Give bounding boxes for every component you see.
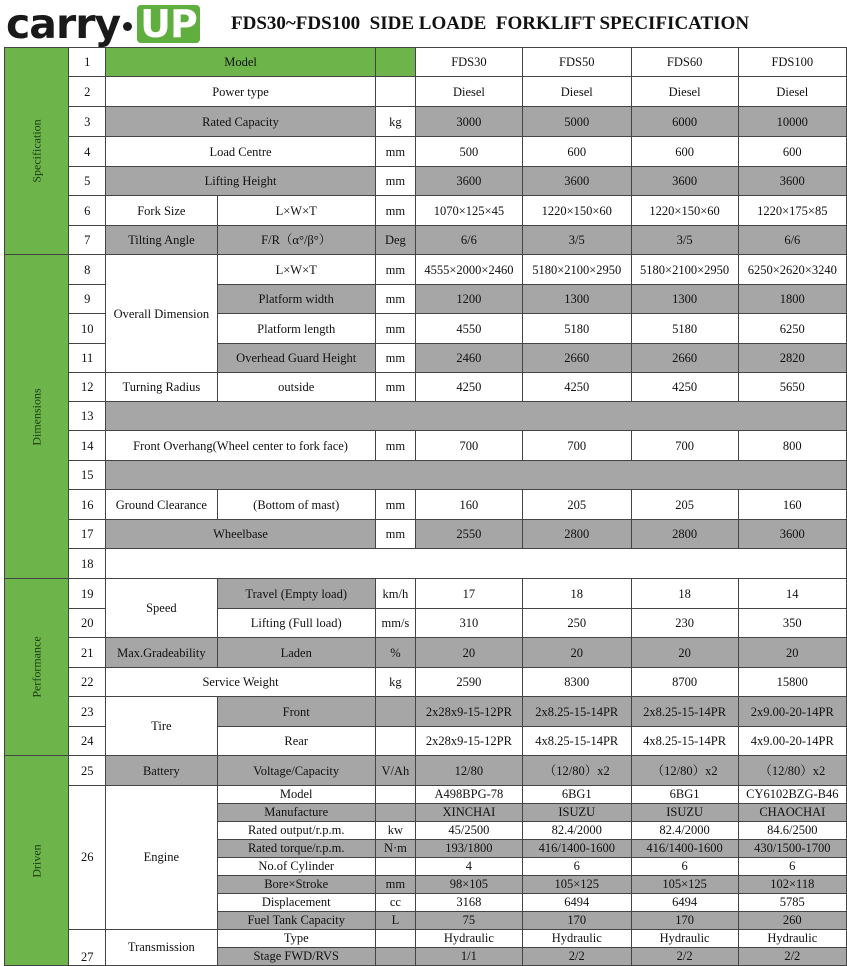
table-row xyxy=(5,196,847,226)
value-cell: 98×105 xyxy=(415,876,522,894)
table-row xyxy=(5,77,847,107)
row-label: Transmission xyxy=(106,930,217,966)
unit-cell: % xyxy=(375,638,415,668)
row-number: 13 xyxy=(69,402,106,431)
logo-up-badge: UP xyxy=(137,5,200,43)
value-cell: 416/1400-1600 xyxy=(522,840,631,858)
row-sublabel: Type xyxy=(217,930,375,948)
value-cell: 3000 xyxy=(415,107,522,137)
logo-dot-icon xyxy=(123,22,132,31)
value-cell: 10000 xyxy=(738,107,846,137)
section-driven: Driven xyxy=(5,756,69,966)
row-number: 1 xyxy=(69,48,106,77)
value-cell: CY6102BZG-B46 xyxy=(738,786,846,804)
value-cell: 6 xyxy=(631,858,738,876)
value-cell: 1070×125×45 xyxy=(415,196,522,226)
logo-text: carry xyxy=(6,0,121,48)
row-label: Ground Clearance xyxy=(106,490,217,520)
unit-cell xyxy=(375,804,415,822)
value-cell: XINCHAI xyxy=(415,804,522,822)
table-row xyxy=(5,137,847,167)
row-label: Rated Capacity xyxy=(106,107,376,137)
value-cell: 5785 xyxy=(738,894,846,912)
table-row xyxy=(5,786,847,804)
table-row xyxy=(5,756,847,786)
value-cell: 20 xyxy=(738,638,846,668)
table-row xyxy=(5,930,847,948)
value-cell: 1220×175×85 xyxy=(738,196,846,226)
value-cell: 45/2500 xyxy=(415,822,522,840)
table-row xyxy=(5,107,847,137)
value-cell: 1800 xyxy=(738,285,846,314)
unit-cell: kg xyxy=(375,107,415,137)
value-cell: 12/80 xyxy=(415,756,522,786)
value-cell: 4250 xyxy=(415,373,522,402)
unit-cell xyxy=(375,786,415,804)
value-cell: 1300 xyxy=(522,285,631,314)
unit-cell: kg xyxy=(375,668,415,697)
value-cell: 700 xyxy=(631,431,738,461)
value-cell: 193/1800 xyxy=(415,840,522,858)
value-cell: 2550 xyxy=(415,520,522,549)
value-cell: （12/80）x2 xyxy=(522,756,631,786)
row-label: Model xyxy=(106,48,376,77)
row-number: 16 xyxy=(69,490,106,520)
row-label: Load Centre xyxy=(106,137,376,167)
value-cell: A498BPG-78 xyxy=(415,786,522,804)
unit-cell: mm xyxy=(375,373,415,402)
unit-cell xyxy=(375,930,415,948)
value-cell: （12/80）x2 xyxy=(631,756,738,786)
row-number: 2 xyxy=(69,77,106,107)
value-cell: 800 xyxy=(738,431,846,461)
row-sublabel: Rated torque/r.p.m. xyxy=(217,840,375,858)
value-cell: 5650 xyxy=(738,373,846,402)
value-cell: 1220×150×60 xyxy=(522,196,631,226)
row-number: 17 xyxy=(69,520,106,549)
unit-cell: mm/s xyxy=(375,609,415,638)
unit-cell xyxy=(375,858,415,876)
value-cell: 4250 xyxy=(522,373,631,402)
value-cell: 250 xyxy=(522,609,631,638)
value-cell: 20 xyxy=(631,638,738,668)
value-cell: 82.4/2000 xyxy=(522,822,631,840)
row-label: Tilting Angle xyxy=(106,226,217,255)
page-title: FDS30~FDS100 SIDE LOADE FORKLIFT SPECIFICATION xyxy=(231,13,750,34)
value-cell: 8300 xyxy=(522,668,631,697)
header xyxy=(0,0,847,47)
value-cell: 3/5 xyxy=(631,226,738,255)
table-row xyxy=(5,579,847,609)
value-cell: 170 xyxy=(631,912,738,930)
spec-table xyxy=(4,47,847,966)
value-cell: 4x8.25-15-14PR xyxy=(631,727,738,756)
row-number: 27 xyxy=(69,930,106,966)
value-cell: 6494 xyxy=(631,894,738,912)
row-sublabel: Lifting (Full load) xyxy=(217,609,375,638)
row-number: 6 xyxy=(69,196,106,226)
value-cell: 2660 xyxy=(522,344,631,373)
row-label: Overall Dimension xyxy=(106,255,217,373)
value-cell: 1/1 xyxy=(415,948,522,966)
value-cell: 310 xyxy=(415,609,522,638)
value-cell: Hydraulic xyxy=(631,930,738,948)
section-specification: Specification xyxy=(5,48,69,255)
value-cell: 2x8.25-15-14PR xyxy=(522,697,631,727)
value-cell: 3/5 xyxy=(522,226,631,255)
value-cell: 6BG1 xyxy=(631,786,738,804)
value-cell: 1300 xyxy=(631,285,738,314)
row-sublabel: Overhead Guard Height xyxy=(217,344,375,373)
row-label: Lifting Height xyxy=(106,167,376,196)
value-cell: 3168 xyxy=(415,894,522,912)
value-cell: Diesel xyxy=(631,77,738,107)
value-cell: （12/80）x2 xyxy=(738,756,846,786)
section-dimensions: Dimensions xyxy=(5,255,69,579)
value-cell: 2x8.25-15-14PR xyxy=(631,697,738,727)
value-cell: 2/2 xyxy=(738,948,846,966)
value-cell: 5180×2100×2950 xyxy=(522,255,631,285)
unit-cell: km/h xyxy=(375,579,415,609)
row-label: Speed xyxy=(106,579,217,638)
row-number: 11 xyxy=(69,344,106,373)
value-cell: 6 xyxy=(522,858,631,876)
row-sublabel: Stage FWD/RVS xyxy=(217,948,375,966)
value-cell: 160 xyxy=(415,490,522,520)
value-cell: 4250 xyxy=(631,373,738,402)
value-cell: 18 xyxy=(522,579,631,609)
table-row xyxy=(5,48,847,77)
row-sublabel: L×W×T xyxy=(217,255,375,285)
value-cell: 6BG1 xyxy=(522,786,631,804)
value-cell: 600 xyxy=(738,137,846,167)
row-number: 5 xyxy=(69,167,106,196)
row-label: Battery xyxy=(106,756,217,786)
row-number: 12 xyxy=(69,373,106,402)
value-cell: 2800 xyxy=(631,520,738,549)
row-label: Power type xyxy=(106,77,376,107)
value-cell: 20 xyxy=(415,638,522,668)
table-row xyxy=(5,402,847,431)
table-row xyxy=(5,668,847,697)
value-cell: 8700 xyxy=(631,668,738,697)
value-cell: 20 xyxy=(522,638,631,668)
row-number: 14 xyxy=(69,431,106,461)
table-row xyxy=(5,226,847,255)
row-label: Engine xyxy=(106,786,217,930)
value-cell: 5180 xyxy=(631,314,738,344)
value-cell: 18 xyxy=(631,579,738,609)
value-cell: Hydraulic xyxy=(415,930,522,948)
row-number: 15 xyxy=(69,461,106,490)
value-cell: 205 xyxy=(631,490,738,520)
row-label: Wheelbase xyxy=(106,520,376,549)
value-cell: 1220×150×60 xyxy=(631,196,738,226)
row-number: 23 xyxy=(69,697,106,727)
value-cell: ISUZU xyxy=(522,804,631,822)
value-cell: 205 xyxy=(522,490,631,520)
unit-cell: mm xyxy=(375,255,415,285)
row-number: 21 xyxy=(69,638,106,668)
value-cell: 2460 xyxy=(415,344,522,373)
row-sublabel: Travel (Empty load) xyxy=(217,579,375,609)
unit-cell: mm xyxy=(375,167,415,196)
model-fds50: FDS50 xyxy=(522,48,631,77)
unit-cell xyxy=(375,77,415,107)
row-number: 10 xyxy=(69,314,106,344)
value-cell: 15800 xyxy=(738,668,846,697)
value-cell: Diesel xyxy=(522,77,631,107)
unit-cell xyxy=(375,697,415,727)
value-cell: 160 xyxy=(738,490,846,520)
unit-cell: kw xyxy=(375,822,415,840)
table-row xyxy=(5,373,847,402)
row-number: 4 xyxy=(69,137,106,167)
row-sublabel: Fuel Tank Capacity xyxy=(217,912,375,930)
value-cell: 600 xyxy=(522,137,631,167)
row-number: 9 xyxy=(69,285,106,314)
row-sublabel: F/R（α°/β°） xyxy=(217,226,375,255)
row-number: 24 xyxy=(69,727,106,756)
row-number: 18 xyxy=(69,549,106,579)
value-cell: 2x28x9-15-12PR xyxy=(415,697,522,727)
row-number: 20 xyxy=(69,609,106,638)
value-cell: 3600 xyxy=(415,167,522,196)
value-cell: 430/1500-1700 xyxy=(738,840,846,858)
value-cell: ISUZU xyxy=(631,804,738,822)
model-fds30: FDS30 xyxy=(415,48,522,77)
unit-cell: mm xyxy=(375,285,415,314)
table-row xyxy=(5,255,847,285)
row-sublabel: Voltage/Capacity xyxy=(217,756,375,786)
value-cell: 350 xyxy=(738,609,846,638)
value-cell: 4550 xyxy=(415,314,522,344)
value-cell: 3600 xyxy=(631,167,738,196)
row-label: Front Overhang(Wheel center to fork face) xyxy=(106,431,376,461)
value-cell: 4x8.25-15-14PR xyxy=(522,727,631,756)
value-cell: 6000 xyxy=(631,107,738,137)
row-number: 8 xyxy=(69,255,106,285)
value-cell: 2660 xyxy=(631,344,738,373)
row-label: Turning Radius xyxy=(106,373,217,402)
row-sublabel: Front xyxy=(217,697,375,727)
value-cell: 2x28x9-15-12PR xyxy=(415,727,522,756)
table-row xyxy=(5,520,847,549)
unit-cell: mm xyxy=(375,137,415,167)
value-cell: 2/2 xyxy=(522,948,631,966)
value-cell: 17 xyxy=(415,579,522,609)
row-number: 26 xyxy=(69,786,106,930)
row-sublabel: Platform length xyxy=(217,314,375,344)
table-row xyxy=(5,549,847,579)
unit-cell: mm xyxy=(375,431,415,461)
row-number: 3 xyxy=(69,107,106,137)
row-sublabel: Model xyxy=(217,786,375,804)
value-cell: Hydraulic xyxy=(522,930,631,948)
row-sublabel: Bore×Stroke xyxy=(217,876,375,894)
unit-cell: mm xyxy=(375,344,415,373)
table-row xyxy=(5,697,847,727)
value-cell: 416/1400-1600 xyxy=(631,840,738,858)
value-cell: 6250 xyxy=(738,314,846,344)
unit-cell: mm xyxy=(375,314,415,344)
row-number: 25 xyxy=(69,756,106,786)
row-label: Service Weight xyxy=(106,668,376,697)
unit-cell xyxy=(375,727,415,756)
value-cell: 84.6/2500 xyxy=(738,822,846,840)
row-label: Max.Gradeability xyxy=(106,638,217,668)
unit-cell: mm xyxy=(375,520,415,549)
row-sublabel: Rated output/r.p.m. xyxy=(217,822,375,840)
unit-cell: Deg xyxy=(375,226,415,255)
value-cell: 6/6 xyxy=(415,226,522,255)
row-number: 19 xyxy=(69,579,106,609)
table-row xyxy=(5,638,847,668)
value-cell: 3600 xyxy=(738,520,846,549)
value-cell: 102×118 xyxy=(738,876,846,894)
model-fds100: FDS100 xyxy=(738,48,846,77)
unit-cell: cc xyxy=(375,894,415,912)
value-cell: 5180×2100×2950 xyxy=(631,255,738,285)
row-sublabel: No.of Cylinder xyxy=(217,858,375,876)
unit-cell: mm xyxy=(375,490,415,520)
value-cell: 6 xyxy=(738,858,846,876)
unit-cell: V/Ah xyxy=(375,756,415,786)
value-cell: 4x9.00-20-14PR xyxy=(738,727,846,756)
row-sublabel: (Bottom of mast) xyxy=(217,490,375,520)
table-row xyxy=(5,167,847,196)
value-cell: 4 xyxy=(415,858,522,876)
value-cell: 2800 xyxy=(522,520,631,549)
row-sublabel: Rear xyxy=(217,727,375,756)
value-cell: 2/2 xyxy=(631,948,738,966)
value-cell: 2590 xyxy=(415,668,522,697)
row-number: 22 xyxy=(69,668,106,697)
row-sublabel: Platform width xyxy=(217,285,375,314)
empty-row xyxy=(106,549,847,579)
value-cell: 6494 xyxy=(522,894,631,912)
value-cell: 500 xyxy=(415,137,522,167)
value-cell: 6/6 xyxy=(738,226,846,255)
row-sublabel: Displacement xyxy=(217,894,375,912)
value-cell: 4555×2000×2460 xyxy=(415,255,522,285)
row-sublabel: L×W×T xyxy=(217,196,375,226)
unit-cell: L xyxy=(375,912,415,930)
row-sublabel: Manufacture xyxy=(217,804,375,822)
model-fds60: FDS60 xyxy=(631,48,738,77)
row-label: Fork Size xyxy=(106,196,217,226)
empty-row xyxy=(106,402,847,431)
table-row xyxy=(5,461,847,490)
row-sublabel: outside xyxy=(217,373,375,402)
table-row xyxy=(5,490,847,520)
value-cell: 105×125 xyxy=(522,876,631,894)
value-cell: 75 xyxy=(415,912,522,930)
value-cell: Diesel xyxy=(738,77,846,107)
value-cell: 82.4/2000 xyxy=(631,822,738,840)
unit-cell: mm xyxy=(375,196,415,226)
value-cell: 2820 xyxy=(738,344,846,373)
value-cell: 14 xyxy=(738,579,846,609)
value-cell: 700 xyxy=(415,431,522,461)
value-cell: 5180 xyxy=(522,314,631,344)
value-cell: Hydraulic xyxy=(738,930,846,948)
unit-cell: N·m xyxy=(375,840,415,858)
value-cell: 230 xyxy=(631,609,738,638)
empty-row xyxy=(106,461,847,490)
value-cell: 3600 xyxy=(522,167,631,196)
section-performance: Performance xyxy=(5,579,69,756)
value-cell: 1200 xyxy=(415,285,522,314)
value-cell: 2x9.00-20-14PR xyxy=(738,697,846,727)
value-cell: 105×125 xyxy=(631,876,738,894)
unit-cell xyxy=(375,48,415,77)
value-cell: 260 xyxy=(738,912,846,930)
table-row xyxy=(5,431,847,461)
value-cell: 5000 xyxy=(522,107,631,137)
value-cell: 600 xyxy=(631,137,738,167)
value-cell: 6250×2620×3240 xyxy=(738,255,846,285)
unit-cell: mm xyxy=(375,876,415,894)
value-cell: 700 xyxy=(522,431,631,461)
value-cell: Diesel xyxy=(415,77,522,107)
row-label: Tire xyxy=(106,697,217,756)
carry-up-logo xyxy=(6,0,200,48)
value-cell: CHAOCHAI xyxy=(738,804,846,822)
row-number: 7 xyxy=(69,226,106,255)
value-cell: 170 xyxy=(522,912,631,930)
row-sublabel: Laden xyxy=(217,638,375,668)
value-cell: 3600 xyxy=(738,167,846,196)
